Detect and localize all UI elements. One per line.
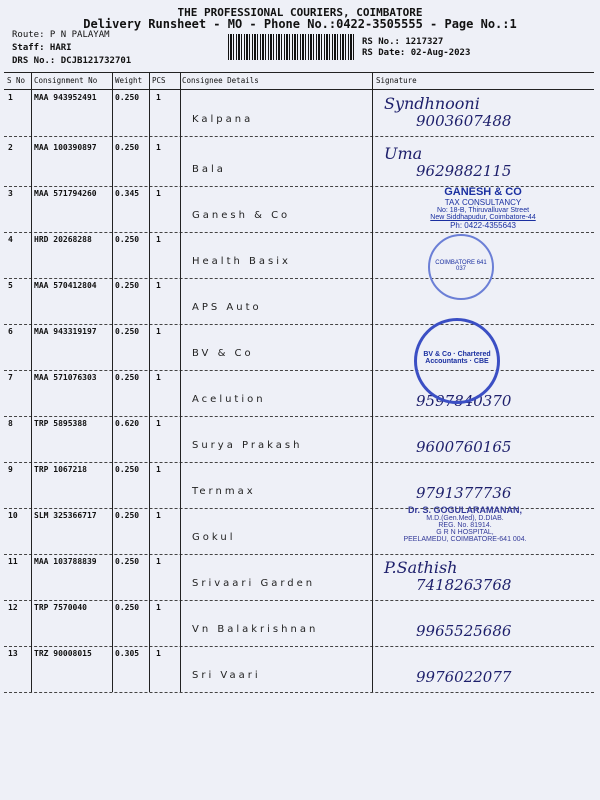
drs-number: DRS No.: DCJB121732701	[12, 56, 132, 66]
sno: 5	[8, 281, 13, 290]
consignment-no: MAA 103788839	[34, 557, 97, 566]
sno: 6	[8, 327, 13, 336]
sno: 7	[8, 373, 13, 382]
weight: 0.250	[115, 373, 140, 382]
consignee-name: Sri Vaari	[192, 670, 261, 681]
consignee-name: Srivaari Garden	[192, 578, 316, 589]
consignment-no: MAA 571076303	[34, 373, 97, 382]
col-weight: Weight	[115, 76, 143, 85]
consignee-name: Health Basix	[192, 256, 291, 267]
ganesh-seal: COIMBATORE 641 037	[428, 234, 494, 300]
weight: 0.305	[115, 649, 140, 658]
runsheet-table	[4, 72, 594, 692]
receiver-phone: 9600760165	[416, 438, 512, 456]
signature: P.Sathish	[384, 558, 458, 577]
receiver-phone: 9597840370	[416, 392, 512, 410]
pcs: 1	[156, 189, 161, 198]
pcs: 1	[156, 465, 161, 474]
consignment-no: MAA 571794260	[34, 189, 97, 198]
weight: 0.345	[115, 189, 140, 198]
pcs: 1	[156, 327, 161, 336]
sno: 13	[8, 649, 18, 658]
table-row	[4, 140, 594, 187]
rs-number: RS No.: 1217327	[362, 37, 444, 47]
receiver-phone: 9965525686	[416, 622, 512, 640]
sno: 12	[8, 603, 18, 612]
table-row	[4, 416, 594, 463]
bv-seal: BV & Co · Chartered Accountants · CBE	[414, 318, 500, 404]
weight: 0.250	[115, 143, 140, 152]
consignment-no: MAA 570412804	[34, 281, 97, 290]
weight: 0.250	[115, 511, 140, 520]
col-sno: S No	[7, 76, 26, 85]
consignment-no: HRD 20268288	[34, 235, 92, 244]
weight: 0.620	[115, 419, 140, 428]
consignee-name: Gokul	[192, 532, 236, 543]
sno: 1	[8, 93, 13, 102]
receiver-phone: 9629882115	[416, 162, 512, 180]
consignment-no: TRP 5895388	[34, 419, 87, 428]
table-row	[4, 370, 594, 417]
sno: 3	[8, 189, 13, 198]
table-row	[4, 90, 594, 137]
staff: Staff: HARI	[12, 43, 72, 53]
col-consignee: Consignee Details	[182, 76, 259, 85]
pcs: 1	[156, 557, 161, 566]
company-title: THE PROFESSIONAL COURIERS, COIMBATORE	[177, 6, 423, 19]
route: Route: P N PALAYAM	[12, 30, 110, 40]
consignment-no: MAA 943319197	[34, 327, 97, 336]
table-row	[4, 600, 594, 647]
consignee-name: Ternmax	[192, 486, 256, 497]
sno: 8	[8, 419, 13, 428]
consignment-no: SLM 325366717	[34, 511, 97, 520]
consignment-no: TRP 7570040	[34, 603, 87, 612]
table-row	[4, 554, 594, 601]
consignment-no: MAA 100390897	[34, 143, 97, 152]
pcs: 1	[156, 603, 161, 612]
table-header	[4, 72, 594, 90]
col-signature: Signature	[376, 76, 417, 85]
consignee-name: BV & Co	[192, 348, 254, 359]
consignee-name: APS Auto	[192, 302, 262, 313]
receiver-phone: 7418263768	[416, 576, 512, 594]
pcs: 1	[156, 419, 161, 428]
table-row	[4, 278, 594, 325]
sno: 2	[8, 143, 13, 152]
col-consignment: Consignment No	[34, 76, 98, 85]
doctor-stamp: Dr. S. GOGULARAMANAN, M.D.(Gen.Med), D.DIAB. REG. No. 81914. G R N HOSPITAL, PEELAMEDU, COIMBATORE-641 004.	[403, 505, 527, 543]
pcs: 1	[156, 93, 161, 102]
ganesh-stamp: GANESH & CO TAX CONSULTANCY No: 18-B, Thiruvalluvar Street New Siddhapudur, Coimbatore-44 Ph: 0422-4355643	[430, 186, 536, 230]
consignment-no: TRZ 90008015	[34, 649, 92, 658]
signature: Syndhnooni	[384, 94, 480, 113]
consignee-name: Surya Prakash	[192, 440, 303, 451]
pcs: 1	[156, 143, 161, 152]
consignee-name: Bala	[192, 164, 226, 175]
weight: 0.250	[115, 327, 140, 336]
consignee-name: Acelution	[192, 394, 266, 405]
receiver-phone: 9791377736	[416, 484, 512, 502]
weight: 0.250	[115, 93, 140, 102]
pcs: 1	[156, 281, 161, 290]
table-row	[4, 324, 594, 371]
weight: 0.250	[115, 235, 140, 244]
sno: 4	[8, 235, 13, 244]
weight: 0.250	[115, 281, 140, 290]
pcs: 1	[156, 235, 161, 244]
consignee-name: Kalpana	[192, 114, 254, 125]
table-row	[4, 462, 594, 509]
sno: 10	[8, 511, 18, 520]
weight: 0.250	[115, 603, 140, 612]
table-row	[4, 232, 594, 279]
pcs: 1	[156, 373, 161, 382]
consignee-name: Vn Balakrishnan	[192, 624, 319, 635]
consignment-no: MAA 943952491	[34, 93, 97, 102]
signature: Uma	[384, 144, 423, 163]
sno: 9	[8, 465, 13, 474]
pcs: 1	[156, 511, 161, 520]
receiver-phone: 9003607488	[416, 112, 512, 130]
sno: 11	[8, 557, 18, 566]
pcs: 1	[156, 649, 161, 658]
barcode	[228, 34, 354, 60]
weight: 0.250	[115, 557, 140, 566]
consignment-no: TRP 1067218	[34, 465, 87, 474]
runsheet-title: Delivery Runsheet - MO - Phone No.:0422-3505555 - Page No.:1	[83, 17, 517, 31]
table-row	[4, 646, 594, 693]
rs-date: RS Date: 02-Aug-2023	[362, 48, 471, 58]
weight: 0.250	[115, 465, 140, 474]
consignee-name: Ganesh & Co	[192, 210, 291, 221]
col-pcs: PCS	[152, 76, 166, 85]
receiver-phone: 9976022077	[416, 668, 512, 686]
